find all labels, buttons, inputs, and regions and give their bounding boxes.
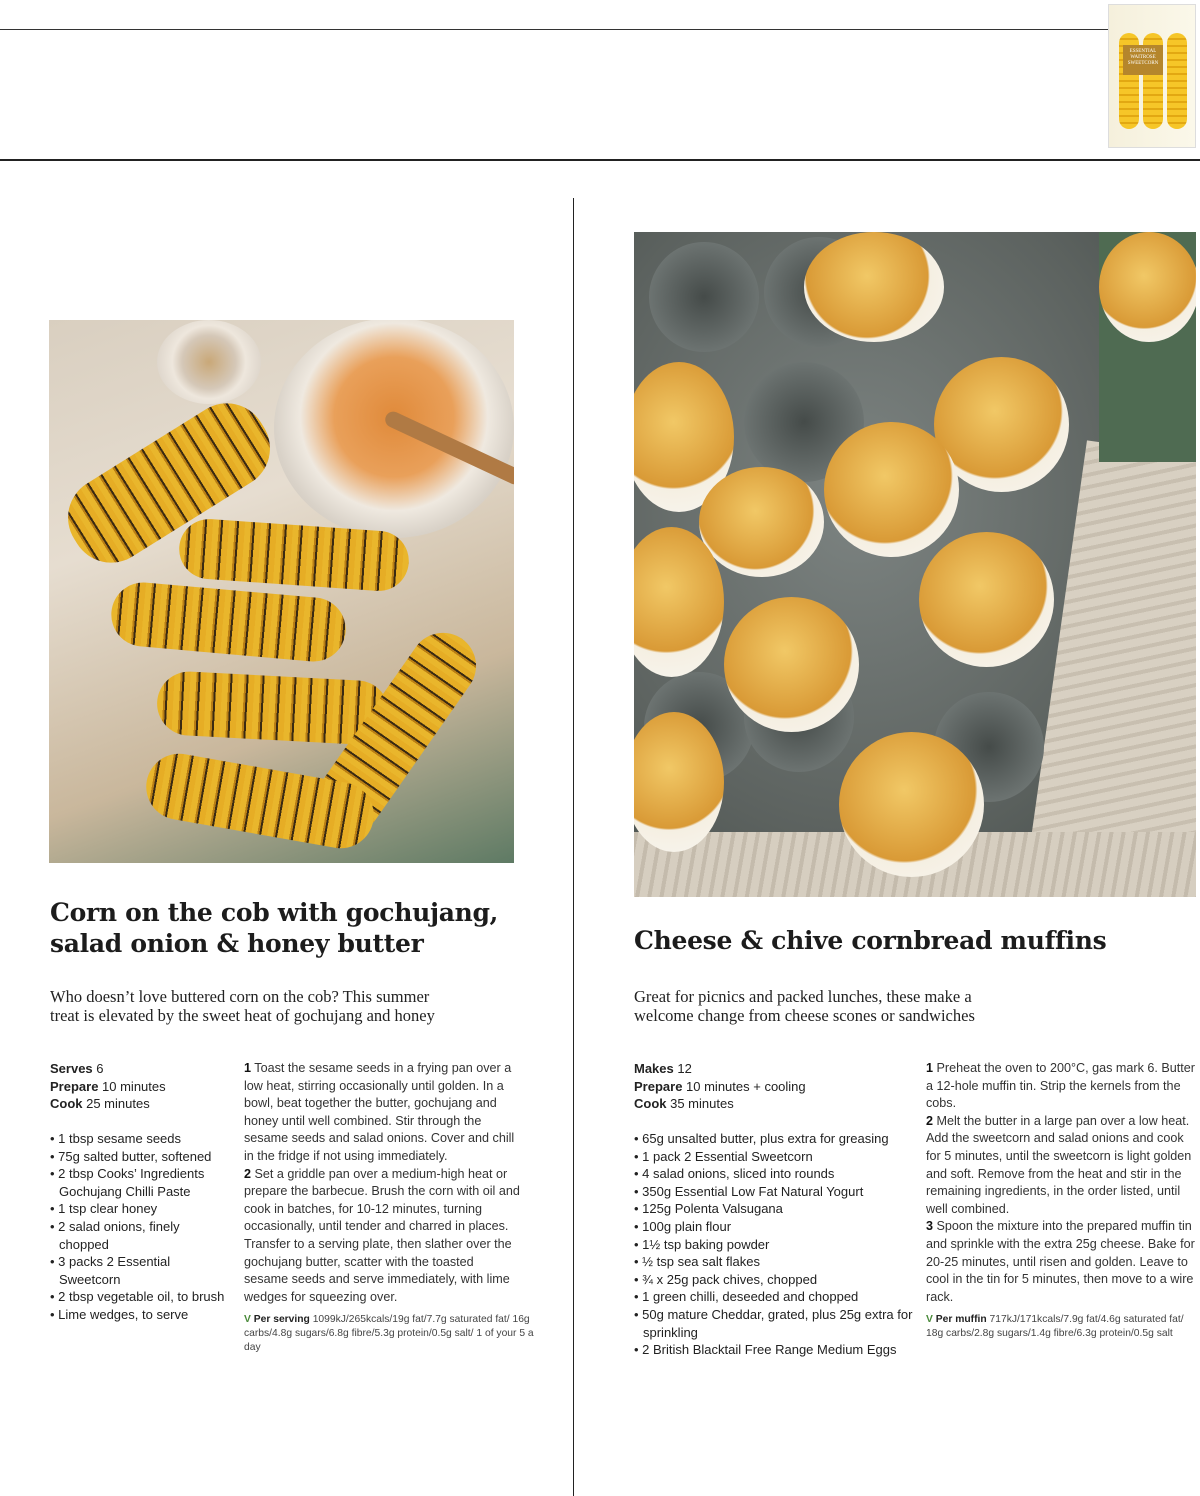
step-number: 2 — [926, 1113, 934, 1128]
ingredient-item: • Lime wedges, to serve — [50, 1306, 230, 1324]
ingredient-item: • 1 tbsp sesame seeds — [50, 1130, 230, 1148]
method-corn — [244, 1060, 520, 1306]
meta-row: Cook 35 minutes — [634, 1096, 734, 1112]
ingredient-item: • ¾ x 25g pack chives, chopped — [634, 1271, 919, 1289]
recipe-title-corn — [50, 897, 570, 959]
ingredient-item: • ½ tsp sea salt flakes — [634, 1253, 919, 1271]
cornbread-muffins-photo — [634, 232, 1196, 897]
step-number: 3 — [926, 1219, 934, 1234]
header-rule — [0, 159, 1200, 161]
title-line-1: Corn on the cob with gochujang, — [50, 898, 499, 927]
recipe-meta-muffins — [634, 1060, 914, 1113]
meta-row: Prepare 10 minutes + cooling — [634, 1078, 806, 1094]
ingredient-item: • 2 salad onions, finely chopped — [50, 1218, 230, 1253]
ingredient-item: • 100g plain flour — [634, 1218, 919, 1236]
ingredient-item: • 2 tbsp Cooks’ Ingredients Gochujang Chilli Paste — [50, 1165, 230, 1200]
vegetarian-badge: V — [244, 1314, 251, 1325]
method-step: 2 Set a griddle pan over a medium-high heat or prepare the barbecue. Brush the corn with oil and cook in batches, for 10-12 minutes, turning occasionally, until tender and charred in places. Transfer to a serving plate, then slather over the gochujang butter, scatter with the toasted sesame seeds and serve immediately, with lime wedges for squeezing over. — [244, 1166, 520, 1304]
nutrition-muffins: V Per muffin 717kJ/171kcals/7.9g fat/4.6g saturated fat/ 18g carbs/2.8g sugars/1.4g fibre/6.3g protein/0.5g salt — [926, 1314, 1184, 1339]
recipe-intro-muffins: Great for picnics and packed lunches, these make a welcome change from cheese scones or sandwiches — [634, 987, 975, 1025]
ingredient-item: • 4 salad onions, sliced into rounds — [634, 1165, 919, 1183]
method-step: 3 Spoon the mixture into the prepared muffin tin and sprinkle with the extra 25g cheese. Bake for 20-25 minutes, until risen and golden. Leave to cool in the tin for 5 minutes, then move to a wire rack. — [926, 1219, 1195, 1304]
ingredient-item: • 2 British Blacktail Free Range Medium Eggs — [634, 1341, 919, 1359]
method-step: 1 Toast the sesame seeds in a frying pan over a low heat, stirring occasionally until golden. In a bowl, beat together the butter, gochujang and honey until well combined. Stir through the sesame seeds and salad onions. Cover and chill in the fridge if not using immediately. — [244, 1061, 515, 1163]
column-divider — [573, 198, 574, 1496]
method-muffins — [926, 1060, 1196, 1306]
recipe-meta-corn — [50, 1060, 230, 1113]
top-rule — [0, 29, 1110, 30]
nutrition-corn: V Per serving 1099kJ/265kcals/19g fat/7.7g saturated fat/ 16g carbs/4.8g sugars/6.8g fibre/5.3g protein/0.5g salt/ 1 of your 5 a day — [244, 1314, 534, 1353]
recipe-title-muffins: Cheese & chive cornbread muffins — [634, 926, 1107, 955]
corn-on-cob-photo — [49, 320, 514, 863]
ingredient-item: • 350g Essential Low Fat Natural Yogurt — [634, 1183, 919, 1201]
ingredient-item: • 2 tbsp vegetable oil, to brush — [50, 1288, 230, 1306]
ingredient-item: • 1½ tsp baking powder — [634, 1236, 919, 1254]
method-step: 2 Melt the butter in a large pan over a low heat. Add the sweetcorn and salad onions and cook for 5 minutes, until the sweetcorn is light golden and soft. Remove from the heat and stir in the remaining ingredients, in the order listed, until well combined. — [926, 1113, 1192, 1216]
meta-row: Prepare 10 minutes — [50, 1078, 166, 1094]
ingredients-list-muffins — [634, 1130, 919, 1359]
step-number: 1 — [244, 1061, 252, 1075]
pack-label: ESSENTIAL WAITROSE SWEETCORN — [1123, 45, 1163, 75]
sweetcorn-pack-image — [1108, 4, 1196, 148]
ingredient-item: • 1 pack 2 Essential Sweetcorn — [634, 1148, 919, 1166]
ingredient-item: • 75g salted butter, softened — [50, 1148, 230, 1166]
ingredient-item: • 50g mature Cheddar, grated, plus 25g extra for sprinkling — [634, 1306, 919, 1341]
meta-row: Serves 6 — [50, 1061, 104, 1076]
method-step: 1 Preheat the oven to 200°C, gas mark 6. Butter a 12-hole muffin tin. Strip the kernels from the cobs. — [926, 1061, 1195, 1111]
step-number: 1 — [926, 1061, 934, 1075]
ingredients-list-corn — [50, 1130, 230, 1324]
ingredient-item: • 3 packs 2 Essential Sweetcorn — [50, 1253, 230, 1288]
ingredient-item: • 65g unsalted butter, plus extra for greasing — [634, 1130, 919, 1148]
recipe-intro-corn: Who doesn’t love buttered corn on the cob? This summer treat is elevated by the sweet heat of gochujang and honey — [50, 987, 435, 1025]
meta-row: Makes 12 — [634, 1061, 692, 1076]
meta-row: Cook 25 minutes — [50, 1096, 150, 1112]
ingredient-item: • 1 green chilli, deseeded and chopped — [634, 1288, 919, 1306]
title-line-2: salad onion & honey butter — [50, 929, 424, 958]
vegetarian-badge: V — [926, 1314, 933, 1325]
ingredient-item: • 1 tsp clear honey — [50, 1200, 230, 1218]
step-number: 2 — [244, 1166, 252, 1181]
ingredient-item: • 125g Polenta Valsugana — [634, 1200, 919, 1218]
